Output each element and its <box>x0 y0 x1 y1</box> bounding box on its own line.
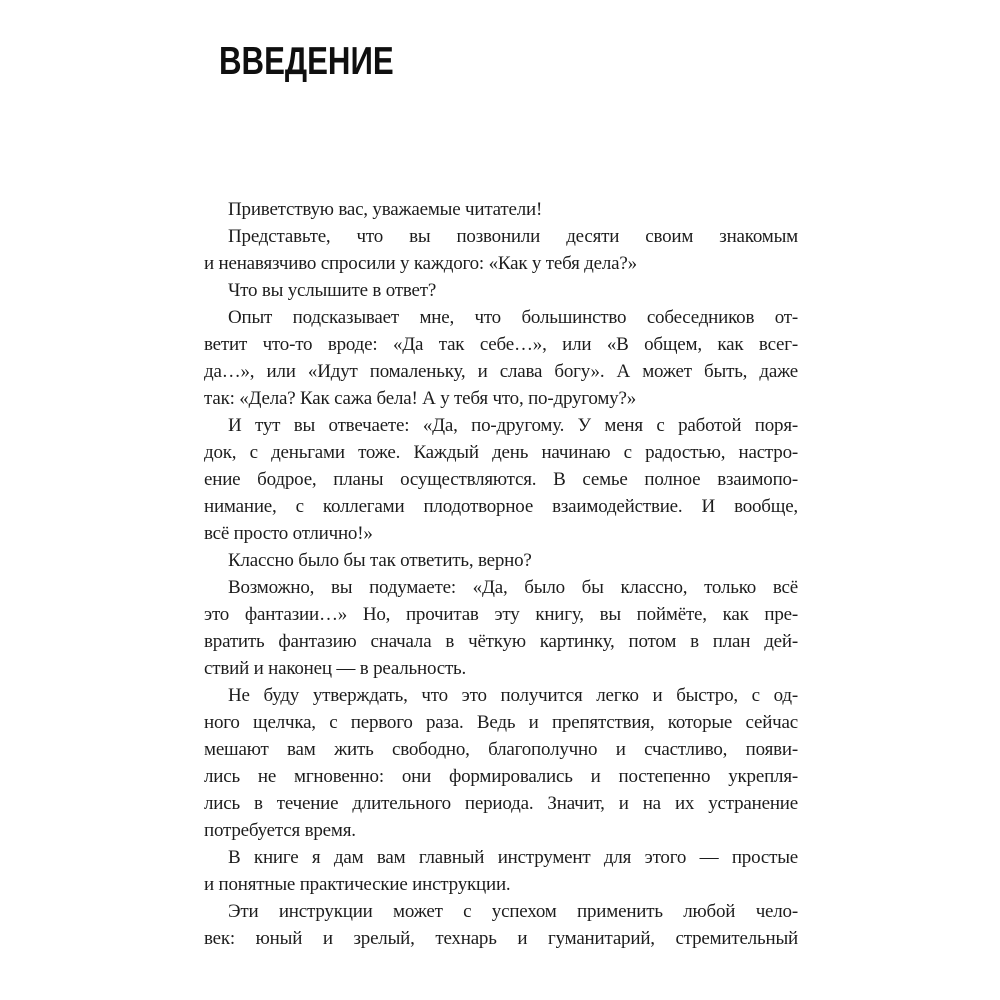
text-line: Не буду утверждать, что это получится легко и быстро, с од- <box>228 685 798 706</box>
text-line: всё просто отлично!» <box>204 523 373 544</box>
text-line: Приветствую вас, уважаемые читатели! <box>228 199 543 220</box>
text-line: И тут вы отвечаете: «Да, по-другому. У меня с работой поря- <box>228 415 798 436</box>
text-line: В книге я дам вам главный инструмент для этого — простые <box>228 847 798 868</box>
page-title: ВВЕДЕНИЕ <box>219 40 394 83</box>
text-line: лись в течение длительного периода. Значит, и на их устранение <box>204 793 798 814</box>
text-line: ветит что-то вроде: «Да так себе…», или «В общем, как всег- <box>204 334 798 355</box>
text-line: так: «Дела? Как сажа бела! А у тебя что, по-другому?» <box>204 388 637 409</box>
text-line: да…», или «Идут помаленьку, и слава богу». А может быть, даже <box>204 361 798 382</box>
text-line: Эти инструкции может с успехом применить любой чело- <box>228 901 798 922</box>
text-line: мешают вам жить свободно, благополучно и счастливо, появи- <box>204 739 798 760</box>
text-line: ение бодрое, планы осуществляются. В семье полное взаимопо- <box>204 469 798 490</box>
text-line: Представьте, что вы позвонили десяти своим знакомым <box>228 226 798 247</box>
text-line: Возможно, вы подумаете: «Да, было бы классно, только всё <box>228 577 798 598</box>
text-line: Что вы услышите в ответ? <box>228 280 437 301</box>
text-line: ствий и наконец — в реальность. <box>204 658 467 679</box>
text-line: ного щелчка, с первого раза. Ведь и препятствия, которые сейчас <box>204 712 798 733</box>
text-line: Классно было бы так ответить, верно? <box>228 550 532 571</box>
text-block <box>204 196 798 952</box>
text-line: Опыт подсказывает мне, что большинство собеседников от- <box>228 307 798 328</box>
text-line: потребуется время. <box>204 820 356 841</box>
text-line: нимание, с коллегами плодотворное взаимодействие. И вообще, <box>204 496 798 517</box>
text-line: и понятные практические инструкции. <box>204 874 511 895</box>
text-line: вратить фантазию сначала в чёткую картинку, потом в план дей- <box>204 631 798 652</box>
text-line: век: юный и зрелый, технарь и гуманитарий, стремительный <box>204 928 798 949</box>
text-line: и ненавязчиво спросили у каждого: «Как у тебя дела?» <box>204 253 637 274</box>
text-line: лись не мгновенно: они формировались и постепенно укрепля- <box>204 766 798 787</box>
text-line: это фантазии…» Но, прочитав эту книгу, вы поймёте, как пре- <box>204 604 798 625</box>
text-line: док, с деньгами тоже. Каждый день начинаю с радостью, настро- <box>204 442 798 463</box>
